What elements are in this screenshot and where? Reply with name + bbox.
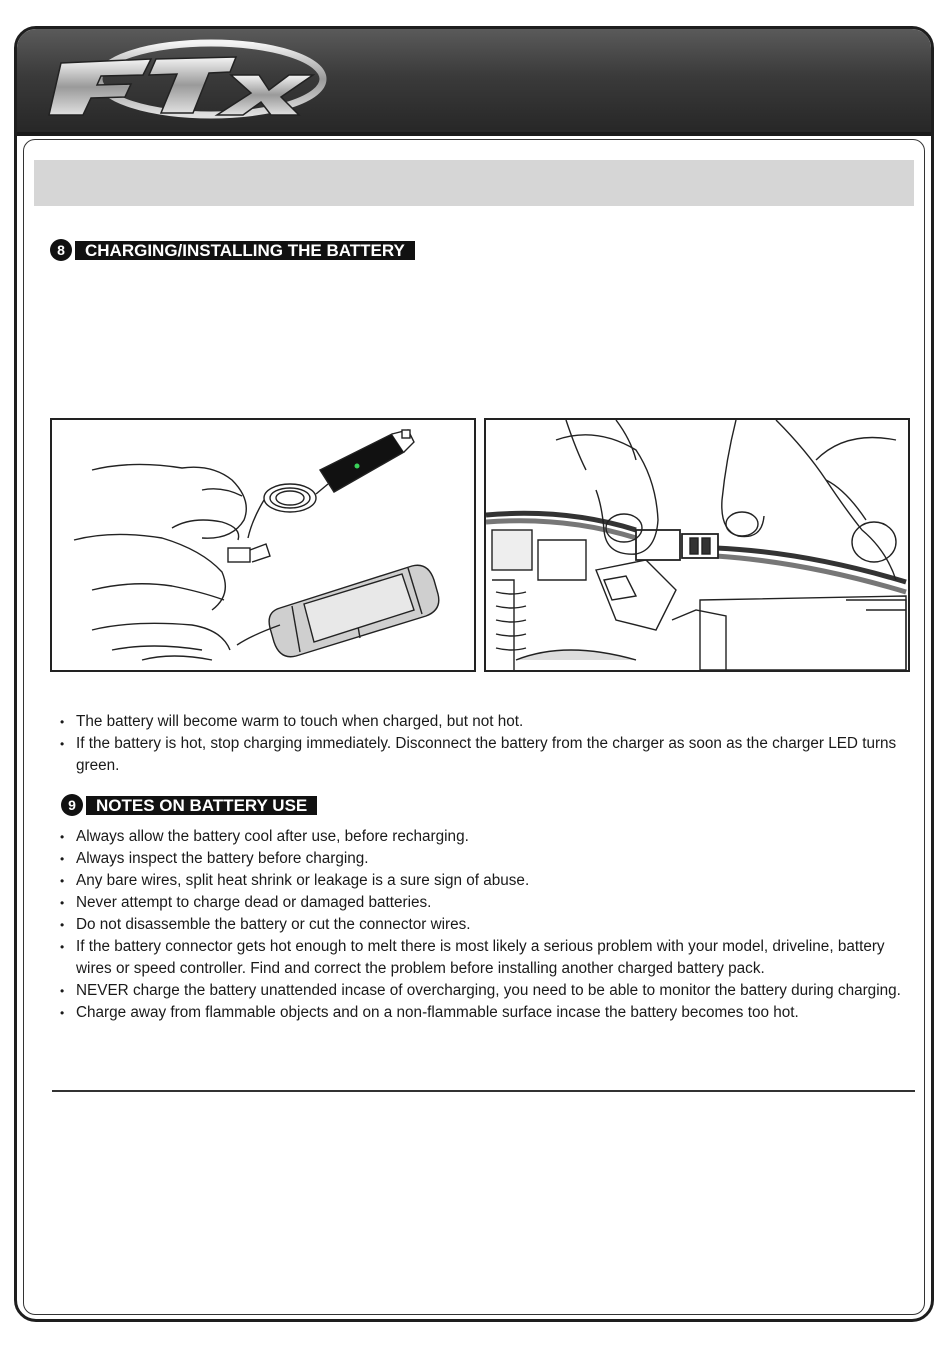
section-9-heading [61, 794, 317, 816]
ftx-logo [31, 35, 331, 125]
list-item: • NEVER charge the battery unattended incase of overcharging, you need to be able to monitor the battery during charging. [58, 980, 918, 1002]
section-title: CHARGING/INSTALLING THE BATTERY [75, 241, 415, 260]
section-title: NOTES ON BATTERY USE [86, 796, 317, 815]
list-item: • Never attempt to charge dead or damaged batteries. [58, 892, 918, 914]
usb-charger-battery-illustration [52, 420, 474, 670]
battery-connector-plugging-illustration [486, 420, 908, 670]
page-header [17, 29, 931, 135]
figure-charging [50, 418, 476, 672]
page-frame [14, 26, 934, 1322]
list-item: • The battery will become warm to touch when charged, but not hot. [58, 711, 918, 733]
list-item: • If the battery is hot, stop charging immediately. Disconnect the battery from the charger as soon as the charger LED turns green. [58, 733, 918, 777]
list-item: • Do not disassemble the battery or cut the connector wires. [58, 914, 918, 936]
list-item: • Charge away from flammable objects and on a non-flammable surface incase the battery becomes too hot. [58, 1002, 918, 1024]
section-number-badge: 8 [50, 239, 72, 261]
list-item: • Any bare wires, split heat shrink or leakage is a sure sign of abuse. [58, 870, 918, 892]
list-item: • Always allow the battery cool after use, before recharging. [58, 826, 918, 848]
battery-notes-list [58, 826, 918, 1024]
section-8-heading [50, 239, 415, 261]
gray-banner [34, 160, 914, 206]
section-divider [52, 1090, 915, 1092]
list-item: • If the battery connector gets hot enough to melt there is most likely a serious problem with your model, driveline, battery wires or speed controller. Find and correct the problem before installing another charged battery pack. [58, 936, 918, 980]
figure-connecting [484, 418, 910, 672]
header-rule [17, 132, 931, 136]
list-item: • Always inspect the battery before charging. [58, 848, 918, 870]
section-number-badge: 9 [61, 794, 83, 816]
charging-notes-list [58, 711, 918, 777]
